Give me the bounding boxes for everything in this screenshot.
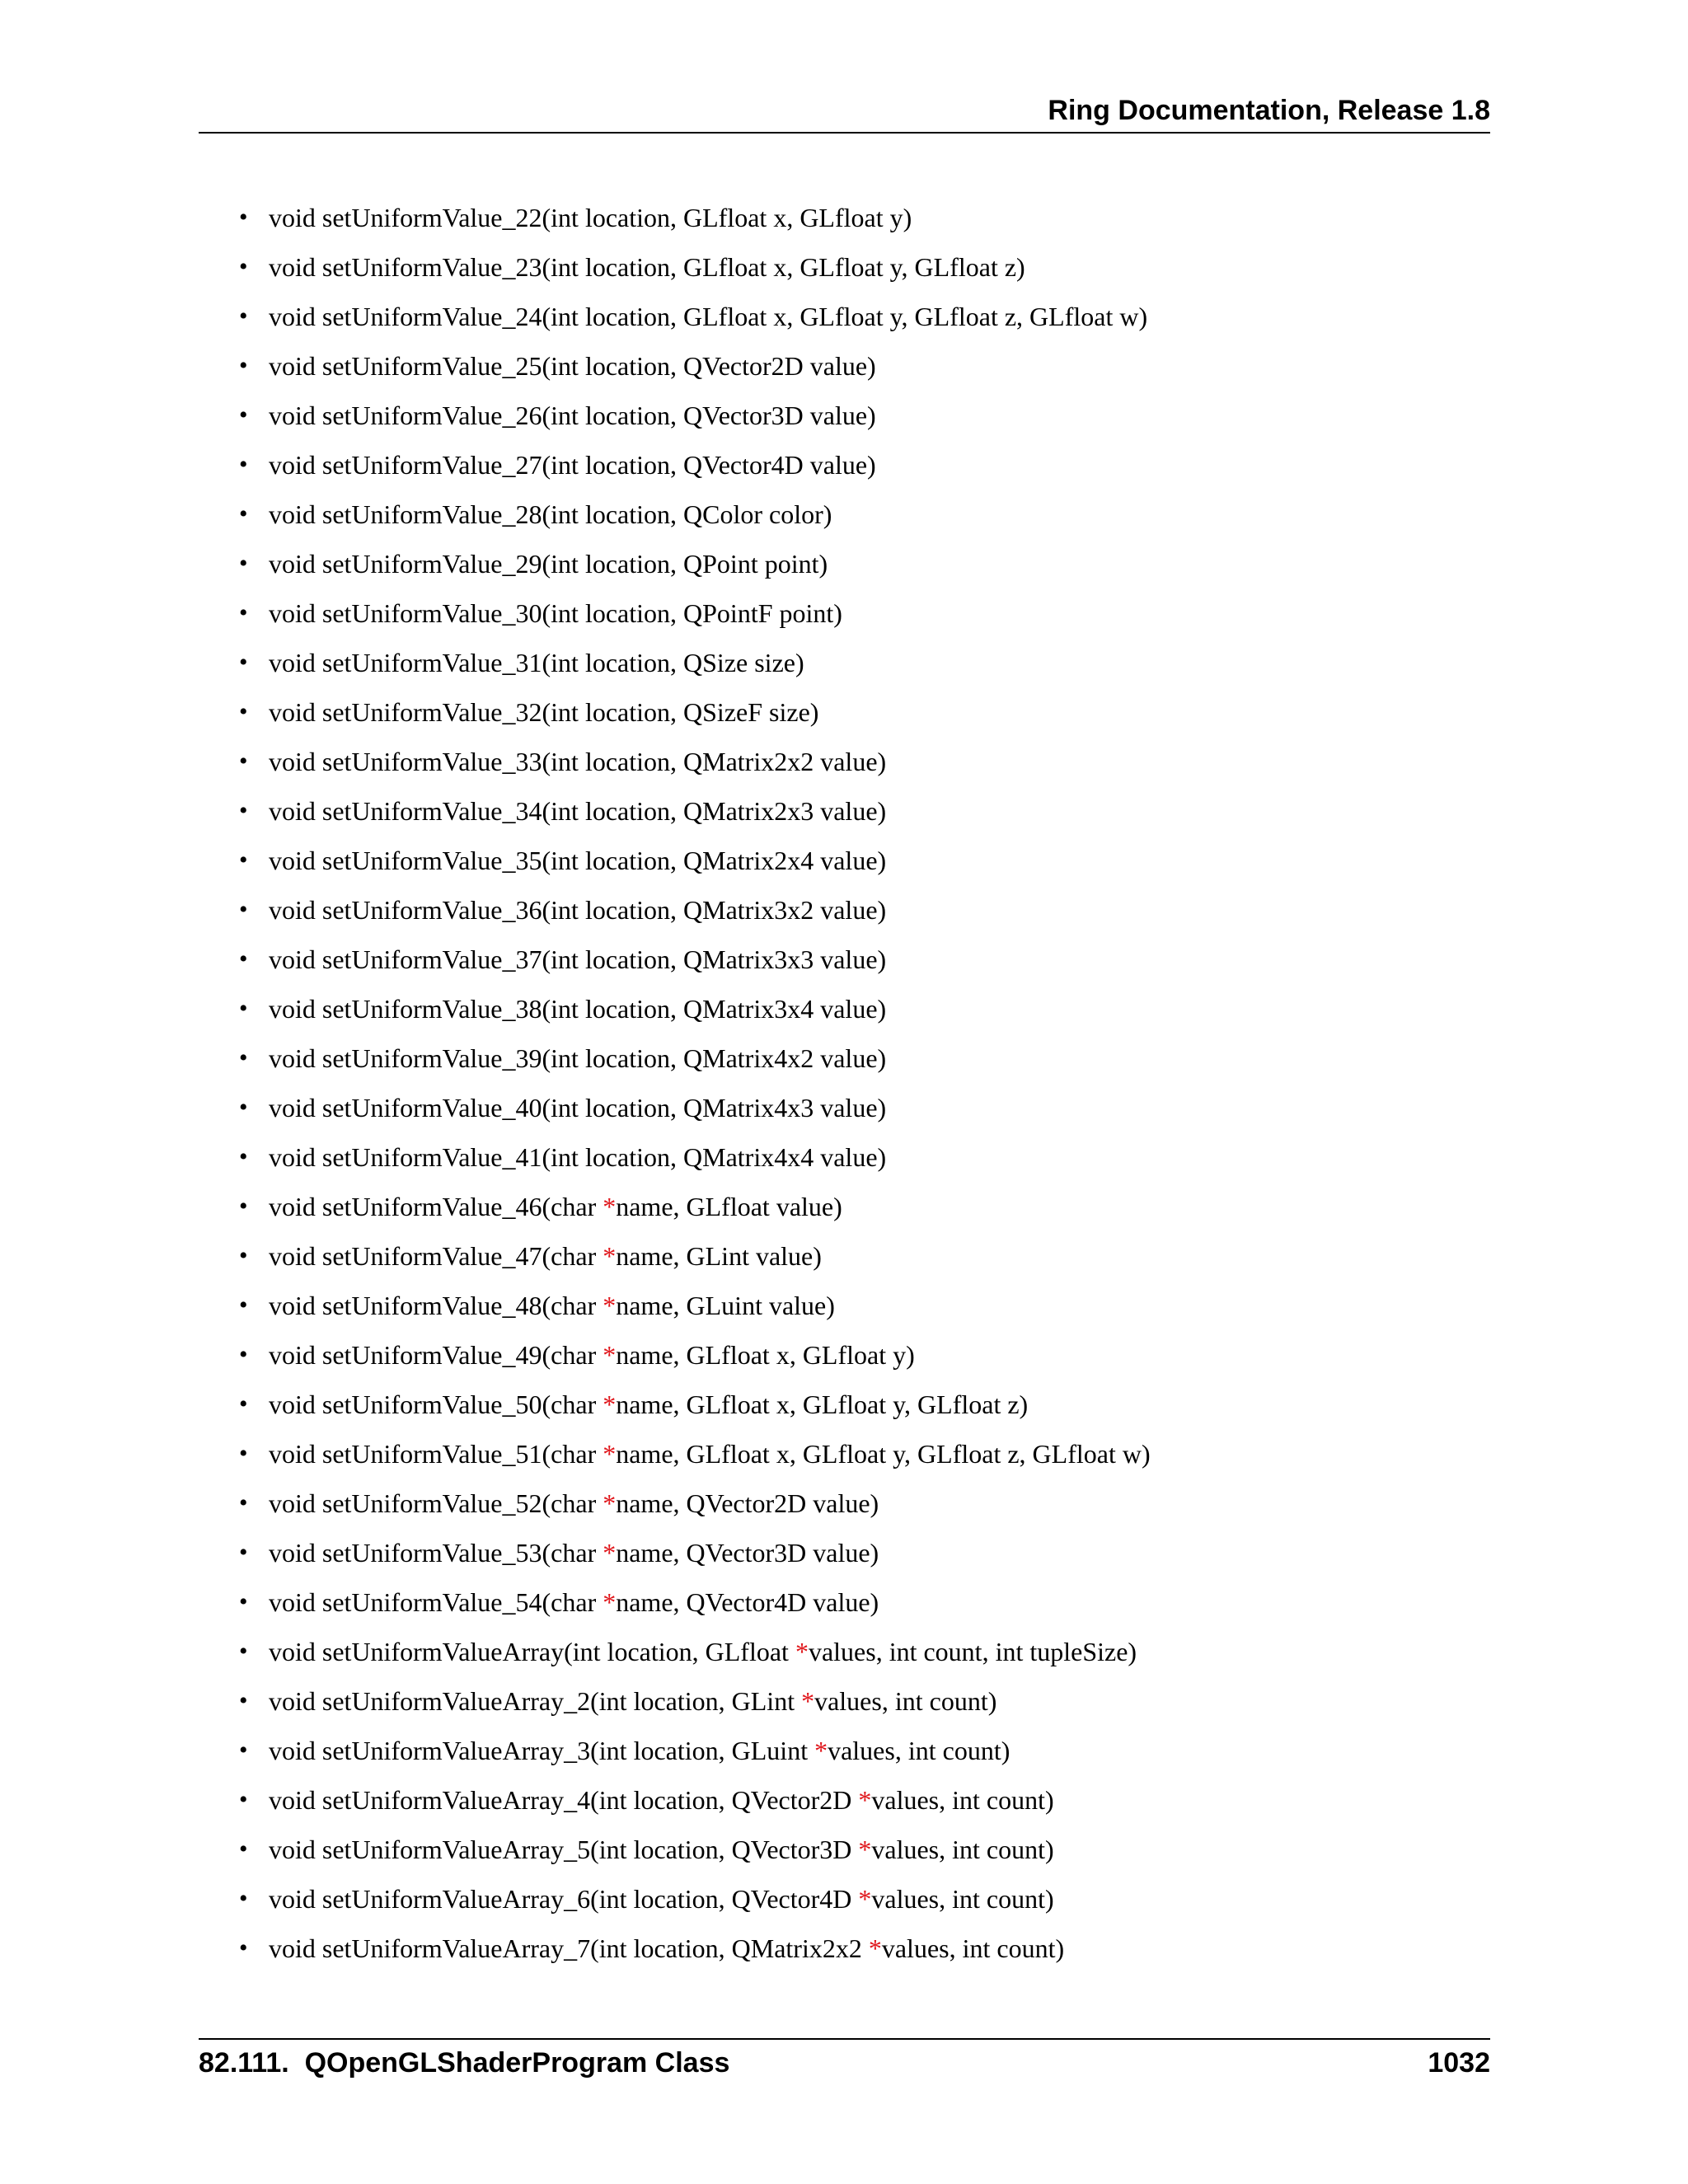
function-signature-text: values, int count, int tupleSize) bbox=[808, 1637, 1137, 1666]
page-number: 1032 bbox=[1428, 2047, 1490, 2079]
list-item bbox=[239, 391, 1475, 440]
pointer-asterisk: * bbox=[814, 1736, 828, 1765]
list-item bbox=[239, 440, 1475, 490]
function-signature-text: void setUniformValue_33(int location, QMatrix2x2 value) bbox=[269, 747, 887, 776]
function-signature-text: void setUniformValue_26(int location, QVector3D value) bbox=[269, 401, 876, 430]
function-signature-text: void setUniformValue_37(int location, QMatrix3x3 value) bbox=[269, 944, 887, 974]
list-item bbox=[239, 1281, 1475, 1330]
bullet-icon: • bbox=[239, 846, 248, 874]
function-signature-text: name, GLfloat x, GLfloat y, GLfloat z) bbox=[616, 1390, 1029, 1419]
function-signature-text: void setUniformValueArray_7(int location, QMatrix2x2 bbox=[269, 1933, 869, 1963]
function-signature-text: void setUniformValue_32(int location, QSizeF size) bbox=[269, 697, 819, 727]
list-item bbox=[239, 292, 1475, 341]
bullet-icon: • bbox=[239, 1242, 248, 1269]
bullet-icon: • bbox=[239, 1044, 248, 1071]
bullet-icon: • bbox=[239, 1736, 248, 1764]
bullet-icon: • bbox=[239, 797, 248, 824]
function-signature-text: void setUniformValueArray(int location, GLfloat bbox=[269, 1637, 795, 1666]
pointer-asterisk: * bbox=[858, 1785, 872, 1815]
pointer-asterisk: * bbox=[603, 1488, 617, 1518]
list-item bbox=[239, 1577, 1475, 1627]
pointer-asterisk: * bbox=[603, 1241, 617, 1271]
pointer-asterisk: * bbox=[868, 1933, 882, 1963]
list-item bbox=[239, 1132, 1475, 1182]
list-item bbox=[239, 638, 1475, 687]
function-signature-text: void setUniformValue_46(char bbox=[269, 1192, 603, 1221]
function-signature-text: void setUniformValueArray_3(int location, GLuint bbox=[269, 1736, 815, 1765]
function-signature-text: void setUniformValue_38(int location, QMatrix3x4 value) bbox=[269, 994, 887, 1024]
list-item bbox=[239, 737, 1475, 786]
function-signature-text: values, int count) bbox=[828, 1736, 1010, 1765]
pointer-asterisk: * bbox=[795, 1637, 809, 1666]
pointer-asterisk: * bbox=[858, 1884, 872, 1914]
bullet-icon: • bbox=[239, 1193, 248, 1220]
function-signature-text: name, GLfloat value) bbox=[616, 1192, 842, 1221]
bullet-icon: • bbox=[239, 1539, 248, 1566]
bullet-icon: • bbox=[239, 1143, 248, 1170]
page-header bbox=[199, 91, 1490, 134]
list-item bbox=[239, 836, 1475, 885]
function-signature-text: void setUniformValueArray_4(int location, QVector2D bbox=[269, 1785, 859, 1815]
list-item bbox=[239, 1033, 1475, 1083]
function-signature-text: void setUniformValue_47(char bbox=[269, 1241, 603, 1271]
pointer-asterisk: * bbox=[603, 1340, 617, 1370]
function-signature-text: name, QVector2D value) bbox=[616, 1488, 879, 1518]
list-item bbox=[239, 1380, 1475, 1429]
pointer-asterisk: * bbox=[603, 1538, 617, 1568]
list-item bbox=[239, 984, 1475, 1033]
bullet-icon: • bbox=[239, 500, 248, 527]
function-signature-text: void setUniformValue_53(char bbox=[269, 1538, 603, 1568]
pointer-asterisk: * bbox=[603, 1390, 617, 1419]
bullet-icon: • bbox=[239, 748, 248, 775]
function-signature-text: void setUniformValue_50(char bbox=[269, 1390, 603, 1419]
bullet-icon: • bbox=[239, 698, 248, 725]
function-signature-text: void setUniformValue_49(char bbox=[269, 1340, 603, 1370]
list-item bbox=[239, 1330, 1475, 1380]
function-signature-text: void setUniformValue_24(int location, GLfloat x, GLfloat y, GLfloat z, GLfloat w) bbox=[269, 302, 1148, 331]
function-signature-text: values, int count) bbox=[871, 1785, 1054, 1815]
bullet-icon: • bbox=[239, 204, 248, 231]
list-item bbox=[239, 885, 1475, 935]
function-signature-text: void setUniformValue_54(char bbox=[269, 1587, 603, 1617]
function-list bbox=[239, 193, 1475, 1973]
pointer-asterisk: * bbox=[603, 1587, 617, 1617]
list-item bbox=[239, 490, 1475, 539]
function-signature-text: void setUniformValue_22(int location, GLfloat x, GLfloat y) bbox=[269, 203, 912, 232]
function-signature-text: name, GLfloat x, GLfloat y) bbox=[616, 1340, 915, 1370]
list-item bbox=[239, 341, 1475, 391]
function-signature-text: void setUniformValue_52(char bbox=[269, 1488, 603, 1518]
function-signature-text: void setUniformValue_36(int location, QMatrix3x2 value) bbox=[269, 895, 887, 925]
function-signature-text: void setUniformValue_41(int location, QMatrix4x4 value) bbox=[269, 1142, 887, 1172]
pointer-asterisk: * bbox=[801, 1686, 815, 1716]
section-title: 82.111. QOpenGLShaderProgram Class bbox=[199, 2047, 730, 2079]
bullet-icon: • bbox=[239, 1390, 248, 1418]
list-item bbox=[239, 1627, 1475, 1676]
bullet-icon: • bbox=[239, 1341, 248, 1368]
list-item bbox=[239, 1775, 1475, 1825]
bullet-icon: • bbox=[239, 451, 248, 478]
bullet-icon: • bbox=[239, 599, 248, 626]
list-item bbox=[239, 1924, 1475, 1973]
bullet-icon: • bbox=[239, 995, 248, 1022]
function-signature-text: void setUniformValueArray_2(int location, GLint bbox=[269, 1686, 802, 1716]
function-signature-text: name, GLint value) bbox=[616, 1241, 822, 1271]
function-signature-text: name, GLuint value) bbox=[616, 1291, 835, 1320]
list-item bbox=[239, 242, 1475, 292]
page-footer bbox=[199, 2038, 1490, 2079]
bullet-icon: • bbox=[239, 1440, 248, 1467]
bullet-icon: • bbox=[239, 352, 248, 379]
bullet-icon: • bbox=[239, 253, 248, 280]
function-signature-text: name, GLfloat x, GLfloat y, GLfloat z, GLfloat w) bbox=[616, 1439, 1151, 1469]
list-item bbox=[239, 193, 1475, 242]
function-signature-text: void setUniformValueArray_6(int location, QVector4D bbox=[269, 1884, 859, 1914]
function-signature-text: void setUniformValue_40(int location, QMatrix4x3 value) bbox=[269, 1093, 887, 1122]
bullet-icon: • bbox=[239, 1588, 248, 1615]
list-item bbox=[239, 935, 1475, 984]
bullet-icon: • bbox=[239, 401, 248, 429]
list-item bbox=[239, 539, 1475, 588]
pointer-asterisk: * bbox=[603, 1192, 617, 1221]
function-signature-text: values, int count) bbox=[814, 1686, 997, 1716]
bullet-icon: • bbox=[239, 896, 248, 923]
function-signature-text: void setUniformValueArray_5(int location, QVector3D bbox=[269, 1835, 859, 1864]
bullet-icon: • bbox=[239, 1094, 248, 1121]
function-signature-text: void setUniformValue_25(int location, QVector2D value) bbox=[269, 351, 876, 381]
function-signature-text: values, int count) bbox=[881, 1933, 1065, 1963]
function-signature-text: void setUniformValue_51(char bbox=[269, 1439, 603, 1469]
bullet-icon: • bbox=[239, 1934, 248, 1961]
function-signature-text: void setUniformValue_27(int location, QVector4D value) bbox=[269, 450, 876, 480]
bullet-icon: • bbox=[239, 1835, 248, 1863]
list-item bbox=[239, 1182, 1475, 1231]
function-signature-text: void setUniformValue_28(int location, QColor color) bbox=[269, 499, 832, 529]
list-item bbox=[239, 1874, 1475, 1924]
bullet-icon: • bbox=[239, 1638, 248, 1665]
function-signature-text: void setUniformValue_34(int location, QMatrix2x3 value) bbox=[269, 796, 887, 826]
bullet-icon: • bbox=[239, 945, 248, 972]
bullet-icon: • bbox=[239, 649, 248, 676]
list-item bbox=[239, 1825, 1475, 1874]
function-signature-text: values, int count) bbox=[871, 1884, 1054, 1914]
list-item bbox=[239, 1429, 1475, 1479]
document-title: Ring Documentation, Release 1.8 bbox=[1048, 95, 1490, 126]
function-signature-text: void setUniformValue_39(int location, QMatrix4x2 value) bbox=[269, 1043, 887, 1073]
bullet-icon: • bbox=[239, 550, 248, 577]
pointer-asterisk: * bbox=[603, 1439, 617, 1469]
list-item bbox=[239, 786, 1475, 836]
list-item bbox=[239, 1479, 1475, 1528]
function-signature-text: void setUniformValue_30(int location, QPointF point) bbox=[269, 598, 842, 628]
list-item bbox=[239, 1726, 1475, 1775]
bullet-icon: • bbox=[239, 1291, 248, 1319]
list-item bbox=[239, 1231, 1475, 1281]
bullet-icon: • bbox=[239, 1786, 248, 1813]
list-item bbox=[239, 1528, 1475, 1577]
pointer-asterisk: * bbox=[603, 1291, 617, 1320]
pointer-asterisk: * bbox=[858, 1835, 872, 1864]
list-item bbox=[239, 1676, 1475, 1726]
function-signature-text: void setUniformValue_23(int location, GLfloat x, GLfloat y, GLfloat z) bbox=[269, 252, 1025, 282]
list-item bbox=[239, 687, 1475, 737]
function-signature-text: void setUniformValue_35(int location, QMatrix2x4 value) bbox=[269, 846, 887, 875]
function-signature-text: values, int count) bbox=[871, 1835, 1054, 1864]
bullet-icon: • bbox=[239, 1687, 248, 1714]
function-signature-text: void setUniformValue_48(char bbox=[269, 1291, 603, 1320]
bullet-icon: • bbox=[239, 302, 248, 330]
function-signature-text: name, QVector4D value) bbox=[616, 1587, 879, 1617]
function-signature-text: name, QVector3D value) bbox=[616, 1538, 879, 1568]
bullet-icon: • bbox=[239, 1489, 248, 1516]
function-signature-text: void setUniformValue_29(int location, QPoint point) bbox=[269, 549, 828, 579]
list-item bbox=[239, 1083, 1475, 1132]
function-signature-text: void setUniformValue_31(int location, QSize size) bbox=[269, 648, 804, 677]
bullet-icon: • bbox=[239, 1885, 248, 1912]
list-item bbox=[239, 588, 1475, 638]
